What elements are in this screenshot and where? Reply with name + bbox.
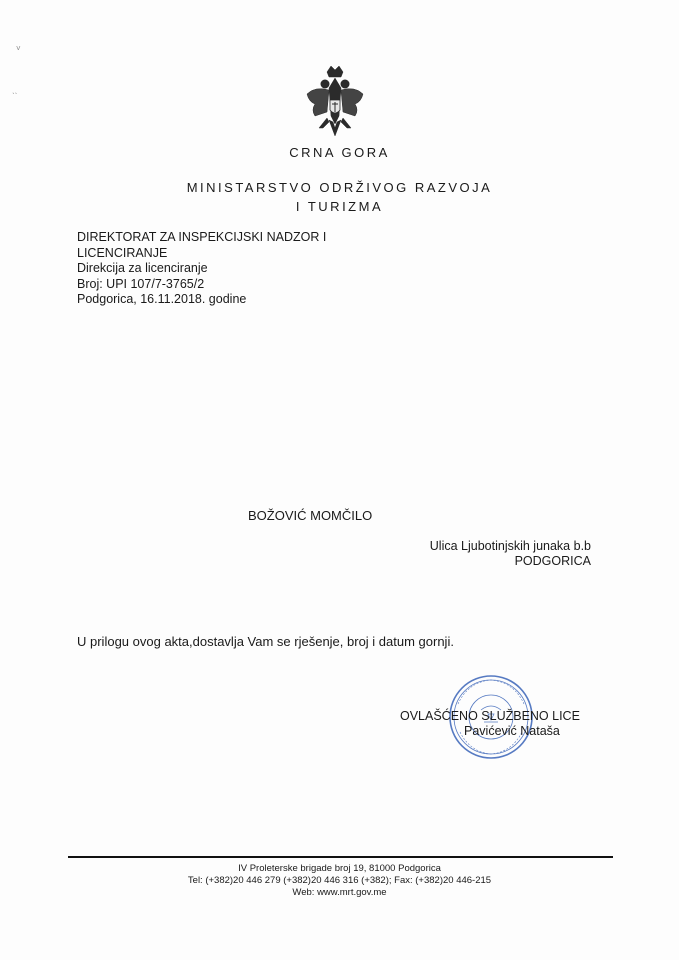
letter-body: U prilogu ovog akta,dostavlja Vam se rješenje, broj i datum gornji. [77, 634, 454, 649]
signature-title: OVLAŠĆENO SLUŽBENO LICE [400, 709, 580, 723]
scan-speck: ˴˴ [12, 88, 18, 97]
coat-of-arms-icon [303, 64, 367, 144]
recipient-address [430, 539, 591, 569]
signatory-name: Pavićević Nataša [464, 724, 560, 738]
footer-phones: Tel: (+382)20 446 279 (+382)20 446 316 (+382); Fax: (+382)20 446-215 [187, 875, 492, 886]
footer [0, 863, 679, 899]
footer-web: Web: www.mrt.gov.me [292, 887, 387, 898]
footer-divider [68, 856, 613, 858]
ministry-name [0, 178, 679, 216]
department-block [77, 230, 326, 308]
country-name: CRNA GORA [289, 145, 390, 160]
department-line-2: LICENCIRANJE [77, 245, 168, 260]
ministry-line-2: I TURIZMA [295, 199, 384, 214]
recipient-city: PODGORICA [514, 554, 591, 568]
document-number: Broj: UPI 107/7-3765/2 [77, 276, 205, 291]
place-date: Podgorica, 16.11.2018. godine [77, 292, 247, 306]
ministry-line-1: MINISTARSTVO ODRŽIVOG RAZVOJA [186, 180, 493, 195]
department-line-1: DIREKTORAT ZA INSPEKCIJSKI NADZOR I [77, 230, 327, 244]
footer-address: IV Proleterske brigade broj 19, 81000 Podgorica [238, 863, 441, 874]
recipient-name: BOŽOVIĆ MOMČILO [248, 508, 373, 523]
signature-block [400, 709, 580, 739]
scan-speck: ˅ [16, 44, 21, 53]
recipient-street: Ulica Ljubotinjskih junaka b.b [429, 539, 591, 553]
department-line-3: Direkcija za licenciranje [77, 261, 208, 275]
